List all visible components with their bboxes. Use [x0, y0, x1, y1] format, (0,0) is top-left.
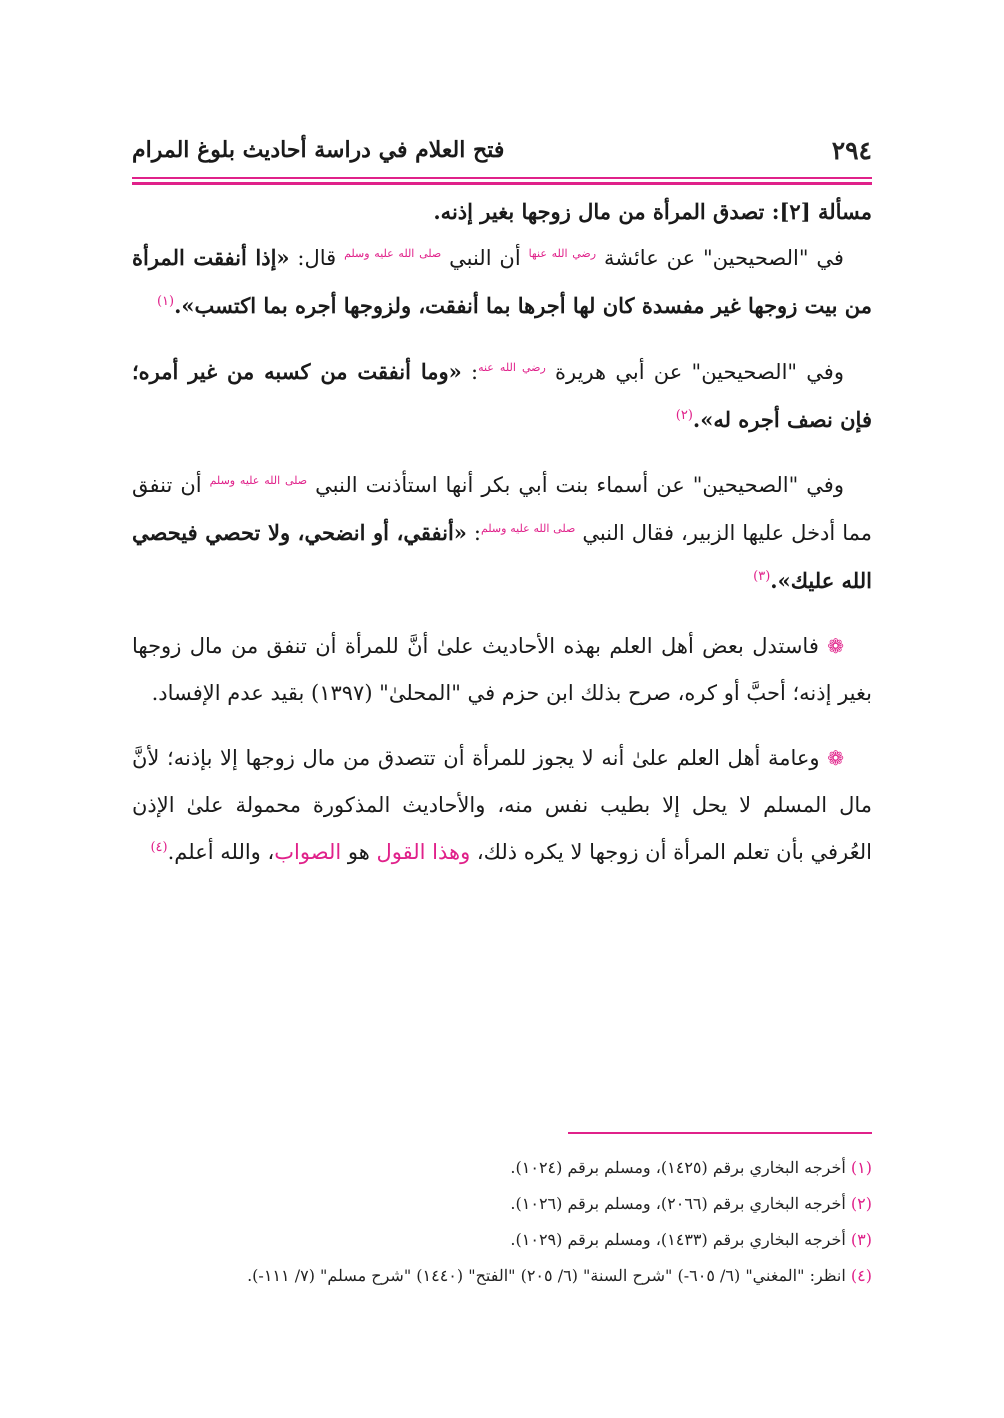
paragraph-aisha-hadith: [132, 234, 872, 330]
footnote-text: انظر: "المغني" (٦/ ٦٠٥-) "شرح السنة" (٦/ ٢٠٥) "الفتح" (١٤٤٠) "شرح مسلم" (٧/ ١١١-).: [247, 1266, 846, 1285]
header-rule-thick: [132, 182, 872, 185]
footnote-text: أخرجه البخاري برقم (١٤٣٣)، ومسلم برقم (١٠٢٩).: [510, 1230, 846, 1249]
footnote-ref[interactable]: (٢): [675, 408, 693, 423]
footnote-ref[interactable]: (١): [156, 294, 175, 309]
hadith-quote: «إذا أنفقت المرأة من بيت زوجها غير مفسدة كان لها أجرها بما أنفقت، ولزوجها أجره بما اكتسب».: [132, 245, 872, 318]
footnote-number: (٣): [850, 1230, 872, 1249]
paragraph-majority-opinion: [132, 735, 872, 876]
text-span: هو: [347, 840, 370, 864]
text-span: ، والله أعلم.: [167, 840, 275, 864]
header-rule-thin: [132, 177, 872, 179]
page-number: ٢٩٤: [831, 135, 872, 165]
footnote-item: [132, 1258, 872, 1294]
footnote-text: أخرجه البخاري برقم (١٤٢٥)، ومسلم برقم (١٠٢٤).: [510, 1158, 846, 1177]
footnote-item: [132, 1150, 872, 1186]
footnote-number: (٢): [850, 1194, 872, 1213]
footnote-text: أخرجه البخاري برقم (٢٠٦٦)، ومسلم برقم (١٠٢٦).: [510, 1194, 846, 1213]
highlight-text: وهذا القول: [376, 840, 471, 864]
text-span: :: [473, 521, 481, 545]
text-span: فاستدل بعض أهل العلم بهذه الأحاديث علىٰ أنَّ للمرأة أن تنفق من مال زوجها بغير إذنه؛ أحبَّ أو كره، صرح بذلك ابن حزم في "المحلىٰ" (١٣٩٧) بقيد عدم الإفساد.: [132, 634, 872, 705]
highlight-text: الصواب: [274, 840, 342, 864]
footnote-item: [132, 1186, 872, 1222]
running-header: [132, 128, 872, 172]
flower-bullet-icon: ❁: [827, 746, 844, 770]
text-span: قال:: [297, 246, 337, 270]
text-span: وعامة أهل العلم علىٰ أنه لا يجوز للمرأة أن تتصدق من مال زوجها إلا بإذنه؛ لأنَّ مال المسلم لا يحل إلا بطيب نفس منه، والأحاديث المذكورة محمولة علىٰ الإذن العُرفي بأن تعلم المرأة أن زوجها لا يكره ذلك،: [132, 746, 872, 864]
paragraph-asma-hadith: [132, 462, 872, 605]
book-title: فتح العلام في دراسة أحاديث بلوغ المرام: [132, 137, 505, 163]
text-span: وفي "الصحيحين" عن أبي هريرة: [555, 360, 844, 384]
flower-bullet-icon: ❁: [827, 634, 844, 658]
honorific-glyph: صلى الله عليه وسلم: [344, 247, 442, 260]
text-span: أن النبي: [449, 246, 521, 270]
text-span: أن تنفق مما أدخل عليها الزبير، فقال النبي: [132, 473, 872, 545]
text-span: :: [471, 360, 479, 384]
footnote-number: (١): [850, 1158, 872, 1177]
paragraph-first-opinion: [132, 623, 872, 717]
main-text: [132, 192, 872, 876]
text-span: في "الصحيحين" عن عائشة: [603, 246, 844, 270]
issue-label: مسألة [٢]:: [771, 199, 872, 224]
footnote-item: [132, 1222, 872, 1258]
issue-heading: [132, 192, 872, 232]
honorific-glyph: صلى الله عليه وسلم: [480, 522, 576, 535]
paragraph-abu-hurayrah-hadith: [132, 348, 872, 444]
text-span: وفي "الصحيحين" عن أسماء بنت أبي بكر أنها استأذنت النبي: [315, 473, 844, 497]
footnote-ref[interactable]: (٣): [753, 569, 771, 584]
footnote-number: (٤): [850, 1266, 872, 1285]
honorific-glyph: صلى الله عليه وسلم: [209, 474, 308, 487]
footnote-ref[interactable]: (٤): [150, 840, 168, 855]
honorific-glyph: رضي الله عنها: [528, 247, 597, 260]
hadith-quote: «وما أنفقت من كسبه من غير أمره؛ فإن نصف أجره له».: [132, 359, 872, 432]
issue-title: تصدق المرأة من مال زوجها بغير إذنه.: [433, 199, 765, 224]
footnotes: [132, 1150, 872, 1294]
footnote-separator: [568, 1132, 872, 1134]
honorific-glyph: رضي الله عنه: [478, 361, 546, 374]
hadith-quote: «أنفقي، أو انضحي، ولا تحصي فيحصي الله عليك».: [132, 520, 872, 593]
